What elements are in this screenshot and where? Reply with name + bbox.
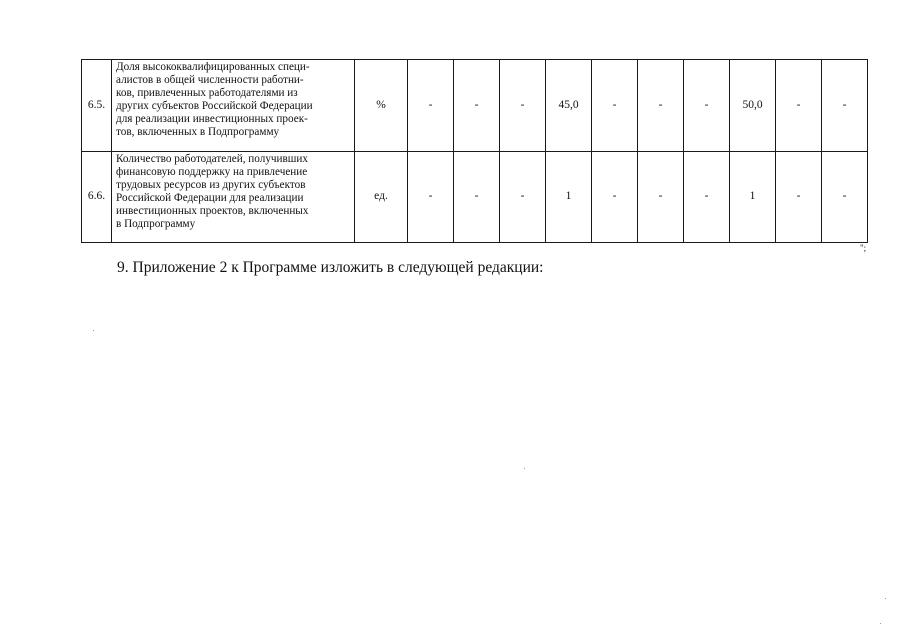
value-cell: - xyxy=(592,152,638,243)
row-number: 6.6. xyxy=(82,152,112,243)
scan-speck xyxy=(93,330,94,331)
closing-quote: "; xyxy=(860,243,867,253)
value-cell: - xyxy=(776,60,822,152)
table-row xyxy=(82,152,868,243)
row-number: 6.5. xyxy=(82,60,112,152)
indicator-description xyxy=(112,152,355,243)
indicators-table xyxy=(81,59,868,243)
value-cell: - xyxy=(454,60,500,152)
scan-speck xyxy=(885,598,886,599)
value-cell: - xyxy=(822,60,868,152)
unit-cell: % xyxy=(355,60,408,152)
value-cell: - xyxy=(408,152,454,243)
description-text: Количество работодателей, получивших финансовую поддержку на привлечение трудовых ресурсов из других субъектов Российской Федерации для реализации инвестиционных проектов, включенных в Подпрограмму xyxy=(116,153,309,230)
value-cell: - xyxy=(684,60,730,152)
value-cell: 50,0 xyxy=(730,60,776,152)
description-text: Доля высококвалифицированных специ- алистов в общей численности работни- ков, привлеченных работодателями из других субъектов Российской Федерации для реализации инвестиционных проек- тов, включенных в Подпрограмму xyxy=(116,61,313,138)
value-cell: - xyxy=(454,152,500,243)
value-cell: - xyxy=(776,152,822,243)
scan-speck xyxy=(880,623,881,624)
unit-cell: ед. xyxy=(355,152,408,243)
value-cell: - xyxy=(684,152,730,243)
indicator-description xyxy=(112,60,355,152)
value-cell: - xyxy=(638,60,684,152)
value-cell: 1 xyxy=(730,152,776,243)
value-cell: - xyxy=(592,60,638,152)
value-cell: - xyxy=(822,152,868,243)
value-cell: - xyxy=(638,152,684,243)
table-row xyxy=(82,60,868,152)
scan-speck xyxy=(524,468,525,469)
value-cell: 45,0 xyxy=(546,60,592,152)
amendment-paragraph: 9. Приложение 2 к Программе изложить в следующей редакции: xyxy=(117,259,544,276)
value-cell: - xyxy=(500,60,546,152)
value-cell: - xyxy=(500,152,546,243)
value-cell: 1 xyxy=(546,152,592,243)
value-cell: - xyxy=(408,60,454,152)
